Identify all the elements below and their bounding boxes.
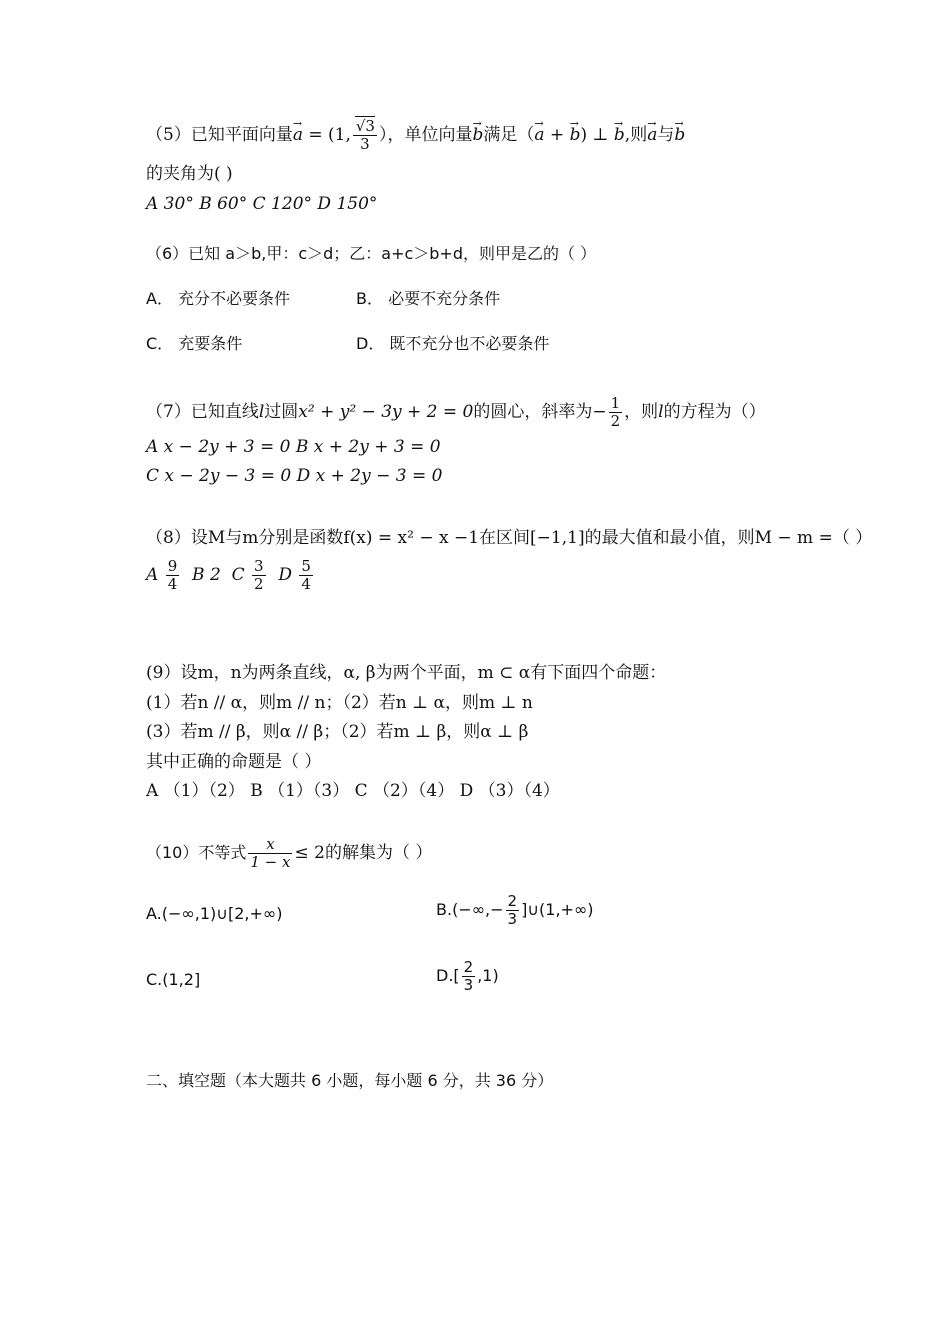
q5-vector-a2: → a [647, 124, 657, 146]
q8-a-den: 4 [167, 575, 178, 593]
q7-l: l [258, 402, 265, 422]
q10-text-a: （10）不等式 [146, 843, 247, 862]
q8-c-num: 3 [254, 557, 264, 575]
q9-stem: (9）设m，n为两条直线，α, β为两个平面，m ⊂ α有下面四个命题： [146, 663, 667, 683]
q7-text-d: ，则 [624, 402, 659, 422]
q10-option-b [436, 893, 594, 928]
q7-slope-fraction [609, 395, 623, 430]
q6-option-a: A． 充分不必要条件 [146, 289, 291, 308]
q8-b: B 2 [192, 565, 221, 585]
q5-sqrt: √3 [355, 117, 375, 135]
q10-option-a: A.(−∞,1)∪[2,+∞) [146, 904, 283, 923]
q7-text-b: 过圆 [264, 402, 299, 422]
q8-c-den: 2 [254, 575, 264, 593]
q6-option-c: C． 充要条件 [146, 334, 243, 353]
q5-yu: 与 [657, 125, 675, 145]
q7-text-a: （7）已知直线 [146, 402, 259, 422]
q10-b-a: B.(−∞,− [436, 900, 504, 919]
q8-d-label: D [278, 565, 292, 585]
q10-b-frac [506, 893, 520, 928]
q9-options: A （1）（2） B （1）（3） C （2）（4） D （3）（4） [146, 781, 560, 801]
q10-den: 1 − x [250, 853, 291, 871]
q8-a-num: 9 [167, 557, 178, 575]
section-2-heading: 二、填空题（本大题共 6 小题，每小题 6 分，共 36 分） [146, 1071, 554, 1090]
q7-circle-eq: x² + y² − 3y + 2 = 0 [298, 402, 474, 422]
q8-d-num: 5 [301, 557, 311, 575]
q5-fraction [353, 118, 377, 153]
q9-prop-3-4: (3）若m // β，则α // β；（2）若m ⊥ β，则α ⊥ β [146, 722, 529, 742]
q8-c-label: C [231, 565, 245, 585]
q10-b-b: ]∪(1,+∞) [521, 900, 594, 919]
q10-b-num: 2 [507, 892, 518, 910]
q5-text-d: 则 [630, 125, 648, 145]
q10-num: x [248, 836, 292, 854]
q7-options-cd: C x − 2y − 3 = 0 D x + 2y − 3 = 0 [146, 466, 443, 486]
q8-a-frac [166, 558, 180, 593]
q5-text: （5）已知平面向量 [146, 125, 293, 145]
q10-d-num: 2 [463, 958, 474, 976]
q10-d-frac [462, 959, 476, 994]
q6-option-b: B． 必要不充分条件 [356, 289, 501, 308]
q5-frac-den: 3 [360, 135, 370, 153]
q6-stem: （6）已知 a＞b,甲：c＞d；乙：a+c＞b+d，则甲是乙的（ ） [146, 244, 597, 263]
q5-eq: = (1, [302, 125, 351, 145]
q5-vector-a: → a [293, 124, 303, 146]
q7-text-c: 的圆心，斜率为− [473, 402, 607, 422]
q7-text-e: 的方程为（） [663, 402, 766, 422]
q5-options: A 30° B 60° C 120° D 150° [146, 194, 378, 214]
q5-stem-line2: 的夹角为( ) [146, 164, 233, 184]
q10-b-den: 3 [507, 910, 518, 928]
q7-den: 2 [610, 412, 621, 430]
q10-d-den: 3 [463, 976, 474, 994]
q8-d-frac [299, 558, 313, 593]
q5-perp: ) ⊥ → b, [580, 125, 630, 145]
q7-l2: l [658, 402, 664, 422]
q5-vector-b2: → b [674, 124, 685, 146]
q10-stem [146, 836, 432, 871]
q7-stem [146, 395, 766, 430]
q8-stem: （8）设M与m分别是函数f(x) = x² − x −1在区间[−1,1]的最大值和最小值，则M − m =（ ） [146, 528, 873, 548]
q5-frac-num [353, 118, 377, 136]
q7-num: 1 [610, 394, 621, 412]
q8-options [146, 558, 315, 593]
q8-d-den: 4 [301, 575, 311, 593]
q5-sum: → a + → b [534, 125, 580, 145]
q5-stem-line1 [146, 118, 685, 153]
q9-ask: 其中正确的命题是（ ） [146, 752, 322, 772]
q6-option-d: D． 既不充分也不必要条件 [356, 334, 550, 353]
q10-option-d [436, 959, 499, 994]
q10-fraction [248, 836, 292, 871]
q8-c-frac [252, 558, 266, 593]
q5-text-c: 满足（ [483, 125, 535, 145]
q10-text-b: ≤ 2的解集为（ ） [294, 843, 433, 863]
q10-d-b: ,1) [477, 966, 499, 985]
q5-text-b: ），单位向量 [378, 125, 473, 145]
q10-option-c: C.(1,2] [146, 970, 201, 989]
q5-vector-b: → b [472, 124, 483, 146]
q9-prop-1-2: (1）若n // α，则m // n；（2）若n ⊥ α，则m ⊥ n [146, 693, 533, 713]
q7-options-ab: A x − 2y + 3 = 0 B x + 2y + 3 = 0 [146, 437, 441, 457]
q8-a-label: A [146, 565, 159, 585]
q10-d-a: D.[ [436, 966, 460, 985]
